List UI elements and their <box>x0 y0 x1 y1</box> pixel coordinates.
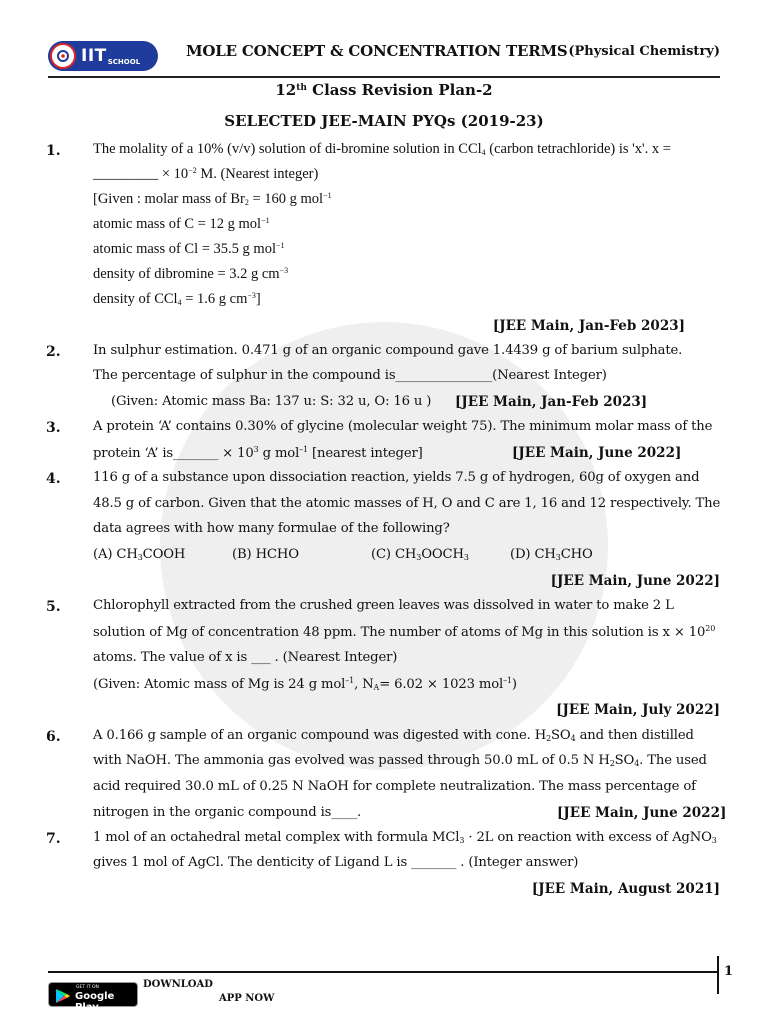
question-text: acid required 30.0 mL of 0.25 N NaOH for complete neutralization. The mass percentage of <box>93 779 696 794</box>
question-text: with NaOH. The ammonia gas evolved was passed through 50.0 mL of 0.5 N $H_2SO_4$. The used <box>93 753 707 768</box>
question-text: A 0.166 g sample of an organic compound was digested with cone. $H_2SO_4$ and then distilled <box>93 728 694 743</box>
page-header <box>48 38 720 74</box>
question-source: [JEE Main, Jan-Feb 2023] <box>455 394 648 410</box>
document-subject: (Physical Chemistry) <box>568 44 720 59</box>
question-text: 1 mol of an octahedral metal complex with formula MCl$_3$ · 2L on reaction with excess of AgNO$_3$ <box>93 830 717 845</box>
question-number: 6. <box>46 729 61 745</box>
question-given: (Given: Atomic mass Ba: 137 u: S: 32 u, O: 16 u ) <box>111 394 432 409</box>
question-text: In sulphur estimation. 0.471 g of an organic compound gave 1.4439 g of barium sulphate. <box>93 343 683 358</box>
app-now-label: APP NOW <box>219 993 275 1004</box>
question-text: density of CCl$_4$ = 1.6 g $cm^{-3}$] <box>93 291 261 307</box>
question-text: A protein ‘A’ contains 0.30% of glycine (molecular weight 75). The minimum molar mass of the <box>93 419 713 434</box>
logo-text: IITSCHOOL <box>81 46 141 66</box>
option-d: (D) $CH_3CHO$ <box>510 547 593 562</box>
store-caption: GET IT ON <box>76 985 99 990</box>
section-title: SELECTED JEE-MAIN PYQs (2019-23) <box>224 112 544 130</box>
header-divider <box>48 76 720 78</box>
question-source: [JEE Main, Jan-Feb 2023] <box>492 318 685 334</box>
option-c: (C) $CH_3OOCH_3$ <box>371 547 469 562</box>
option-a: (A) $CH_3COOH$ <box>93 547 186 562</box>
option-b: (B) HCHO <box>232 547 299 562</box>
question-number: 3. <box>46 420 61 436</box>
question-text: atomic mass of C = 12 g mol$^{-1}$ <box>93 216 270 232</box>
question-text: atoms. The value of x is ___ . (Nearest Integer) <box>93 650 398 665</box>
question-text: 116 g of a substance upon dissociation reaction, yields 7.5 g of hydrogen, 60g of oxygen and <box>93 470 700 485</box>
question-number: 7. <box>46 831 61 847</box>
question-text: The percentage of sulphur in the compound is_______________(Nearest Integer) <box>93 368 607 383</box>
document-topic: MOLE CONCEPT & CONCENTRATION TERMS <box>186 42 568 60</box>
question-source: [JEE Main, July 2022] <box>556 702 720 718</box>
question-number: 5. <box>46 599 61 615</box>
question-source: [JEE Main, August 2021] <box>531 881 720 897</box>
question-text: nitrogen in the organic compound is____. <box>93 805 362 820</box>
question-source: [JEE Main, June 2022] <box>512 445 682 461</box>
question-text: solution of Mg of concentration 48 ppm. The number of atoms of Mg in this solution is $x \times 10^{20}$ <box>93 624 716 640</box>
download-label: DOWNLOAD <box>143 979 213 990</box>
plan-title: 12th Class Revision Plan-2 <box>275 81 493 99</box>
question-text: Chlorophyll extracted from the crushed green leaves was dissolved in water to make 2 L <box>93 598 674 613</box>
question-text: [Given : molar mass of $Br_2 = 160$ g mol$^{-1}$ <box>93 191 332 207</box>
question-text: density of dibromine = 3.2 g $cm^{-3}$ <box>93 266 289 282</box>
question-number: 1. <box>46 143 61 159</box>
google-play-badge[interactable] <box>48 982 138 1013</box>
question-number: 4. <box>46 471 61 487</box>
store-name: Google Play <box>75 991 115 1013</box>
question-text: _________ × $10^{-2}$ M. (Nearest integer) <box>93 166 319 182</box>
google-play-icon <box>55 988 71 1004</box>
question-text: protein ‘A’ is_______ × $10^3$ g mol$^{-1}$ [nearest integer] <box>93 445 423 461</box>
question-text: data agrees with how many formulae of the following? <box>93 521 450 536</box>
footer-divider <box>48 971 718 973</box>
question-source: [JEE Main, June 2022] <box>557 805 727 821</box>
question-source: [JEE Main, June 2022] <box>550 573 720 589</box>
question-text: gives 1 mol of AgCl. The denticity of Ligand L is _______ . (Integer answer) <box>93 855 579 870</box>
iit-school-logo <box>48 41 158 71</box>
question-text: atomic mass of Cl = 35.5 g mol$^{-1}$ <box>93 241 285 257</box>
question-text: The molality of a 10% (v/v) solution of di-bromine solution in CCl$_4$ (carbon tetrachloride) is 'x'. x = <box>93 141 671 157</box>
logo-emblem-icon <box>50 43 76 69</box>
question-text: 48.5 g of carbon. Given that the atomic masses of H, O and C are 1, 16 and 12 respectively. The <box>93 496 721 511</box>
question-number: 2. <box>46 344 61 360</box>
question-given: (Given: Atomic mass of Mg is 24 g mol$^{-1}$, $N_A= 6.02 \times 1023$ mol$^{-1}$) <box>93 676 517 692</box>
page-number: 1 <box>724 964 734 979</box>
footer-page-marker <box>717 956 719 994</box>
